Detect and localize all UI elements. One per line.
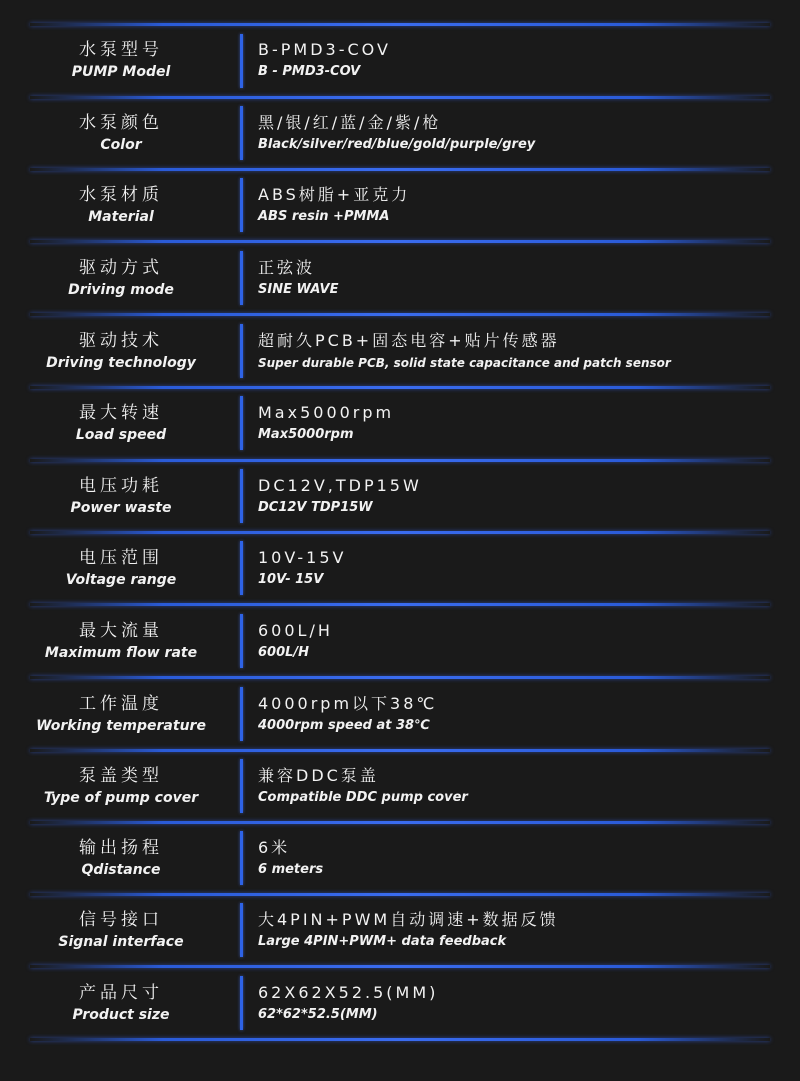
spec-label-en: Load speed xyxy=(75,427,167,443)
spec-value-cn: B-PMD3-COV xyxy=(258,40,391,59)
column-divider xyxy=(240,178,243,232)
spec-value xyxy=(258,39,788,82)
row-separator xyxy=(30,676,770,679)
spec-value-en: ABS resin +PMMA xyxy=(258,209,390,224)
spec-label xyxy=(0,39,242,82)
spec-label-cn: 驱动技术 xyxy=(79,331,163,351)
spec-value-cn: Max5000rpm xyxy=(258,403,395,422)
row-separator xyxy=(30,893,770,896)
spec-label-cn: 电压范围 xyxy=(79,548,163,568)
row-separator xyxy=(30,531,770,534)
row-separator xyxy=(30,603,770,606)
spec-label-cn: 最大转速 xyxy=(79,403,163,423)
spec-value-en: 4000rpm speed at 38℃ xyxy=(258,718,430,733)
spec-label xyxy=(0,112,242,155)
spec-value-en: 10V- 15V xyxy=(258,572,324,587)
spec-value xyxy=(258,693,788,736)
spec-value-en: DC12V TDP15W xyxy=(258,500,373,515)
spec-label-cn: 产品尺寸 xyxy=(79,983,163,1003)
row-separator xyxy=(30,23,770,26)
spec-label-en: Signal interface xyxy=(58,934,184,950)
row-separator xyxy=(30,749,770,752)
spec-value-cn: ABS树脂+亚克力 xyxy=(258,185,411,204)
spec-label-cn: 泵盖类型 xyxy=(79,766,163,786)
spec-label-cn: 输出扬程 xyxy=(79,838,163,858)
row-separator xyxy=(30,386,770,389)
spec-label-en: Product size xyxy=(72,1007,170,1023)
spec-value-cn: 超耐久PCB+固态电容+贴片传感器 xyxy=(258,331,560,350)
row-separator xyxy=(30,313,770,316)
spec-value-en: Large 4PIN+PWM+ data feedback xyxy=(258,934,507,949)
spec-value-cn: 大4PIN+PWM自动调速+数据反馈 xyxy=(258,910,559,929)
spec-value-cn: 6米 xyxy=(258,838,291,857)
spec-label xyxy=(0,257,242,300)
spec-value xyxy=(258,765,788,808)
spec-label xyxy=(0,982,242,1025)
column-divider xyxy=(240,831,243,885)
spec-value xyxy=(258,184,788,227)
spec-value xyxy=(258,909,788,952)
column-divider xyxy=(240,614,243,668)
row-separator xyxy=(30,965,770,968)
spec-label xyxy=(0,184,242,227)
spec-value xyxy=(258,112,788,155)
spec-value-en: Black/silver/red/blue/gold/purple/grey xyxy=(258,137,536,152)
spec-value-cn: DC12V,TDP15W xyxy=(258,476,422,495)
column-divider xyxy=(240,976,243,1030)
spec-label xyxy=(0,909,242,952)
column-divider xyxy=(240,34,243,88)
spec-value-cn: 62X62X52.5(MM) xyxy=(258,983,439,1002)
row-separator xyxy=(30,240,770,243)
spec-label-en: Maximum flow rate xyxy=(44,645,198,661)
spec-value-cn: 600L/H xyxy=(258,621,333,640)
spec-value-en: SINE WAVE xyxy=(258,282,339,297)
spec-label-en: Voltage range xyxy=(65,572,177,588)
spec-label-en: Driving mode xyxy=(68,282,174,298)
column-divider xyxy=(240,759,243,813)
spec-value xyxy=(258,402,788,445)
spec-label xyxy=(0,620,242,663)
spec-label-cn: 信号接口 xyxy=(79,910,163,930)
spec-label-en: Power waste xyxy=(70,500,172,516)
spec-label xyxy=(0,475,242,518)
spec-value-en: Max5000rpm xyxy=(258,427,354,442)
spec-value-en: B - PMD3-COV xyxy=(258,64,361,79)
spec-value-en: Super durable PCB, solid state capacitance and patch sensor xyxy=(258,356,671,370)
column-divider xyxy=(240,469,243,523)
spec-value xyxy=(258,257,788,300)
column-divider xyxy=(240,396,243,450)
column-divider xyxy=(240,687,243,741)
spec-label-en: Type of pump cover xyxy=(43,790,199,806)
row-separator xyxy=(30,168,770,171)
column-divider xyxy=(240,324,243,378)
column-divider xyxy=(240,106,243,160)
row-separator xyxy=(30,96,770,99)
spec-value-cn: 兼容DDC泵盖 xyxy=(258,766,379,785)
spec-value-cn: 黑/银/红/蓝/金/紫/枪 xyxy=(258,113,442,132)
spec-label xyxy=(0,330,242,373)
spec-value-cn: 4000rpm以下38℃ xyxy=(258,694,438,713)
spec-value-en: Compatible DDC pump cover xyxy=(258,790,468,805)
spec-label-en: Color xyxy=(100,137,142,153)
spec-value-en: 62*62*52.5(MM) xyxy=(258,1007,378,1022)
spec-value-en: 6 meters xyxy=(258,862,324,877)
row-separator xyxy=(30,459,770,462)
spec-value xyxy=(258,330,788,373)
column-divider xyxy=(240,541,243,595)
spec-label-en: PUMP Model xyxy=(71,64,171,80)
spec-label xyxy=(0,693,242,736)
row-separator xyxy=(30,821,770,824)
spec-label xyxy=(0,402,242,445)
spec-value xyxy=(258,475,788,518)
spec-label-cn: 水泵颜色 xyxy=(79,113,163,133)
spec-label-cn: 工作温度 xyxy=(79,694,163,714)
spec-value xyxy=(258,620,788,663)
spec-label-cn: 水泵型号 xyxy=(79,40,163,60)
spec-value-cn: 正弦波 xyxy=(258,258,316,277)
spec-label-cn: 水泵材质 xyxy=(79,185,163,205)
spec-label-cn: 电压功耗 xyxy=(79,476,163,496)
spec-value-cn: 10V-15V xyxy=(258,548,347,567)
spec-value xyxy=(258,982,788,1025)
spec-value xyxy=(258,547,788,590)
spec-value xyxy=(258,837,788,880)
spec-label-en: Material xyxy=(88,209,154,225)
spec-label-cn: 最大流量 xyxy=(79,621,163,641)
row-separator xyxy=(30,1038,770,1041)
spec-value-en: 600L/H xyxy=(258,645,310,660)
spec-label xyxy=(0,547,242,590)
column-divider xyxy=(240,251,243,305)
spec-label-en: Working temperature xyxy=(36,718,206,734)
spec-label-en: Driving technology xyxy=(46,355,196,371)
spec-label-en: Qdistance xyxy=(81,862,161,878)
spec-label-cn: 驱动方式 xyxy=(79,258,163,278)
spec-label xyxy=(0,765,242,808)
column-divider xyxy=(240,903,243,957)
spec-label xyxy=(0,837,242,880)
